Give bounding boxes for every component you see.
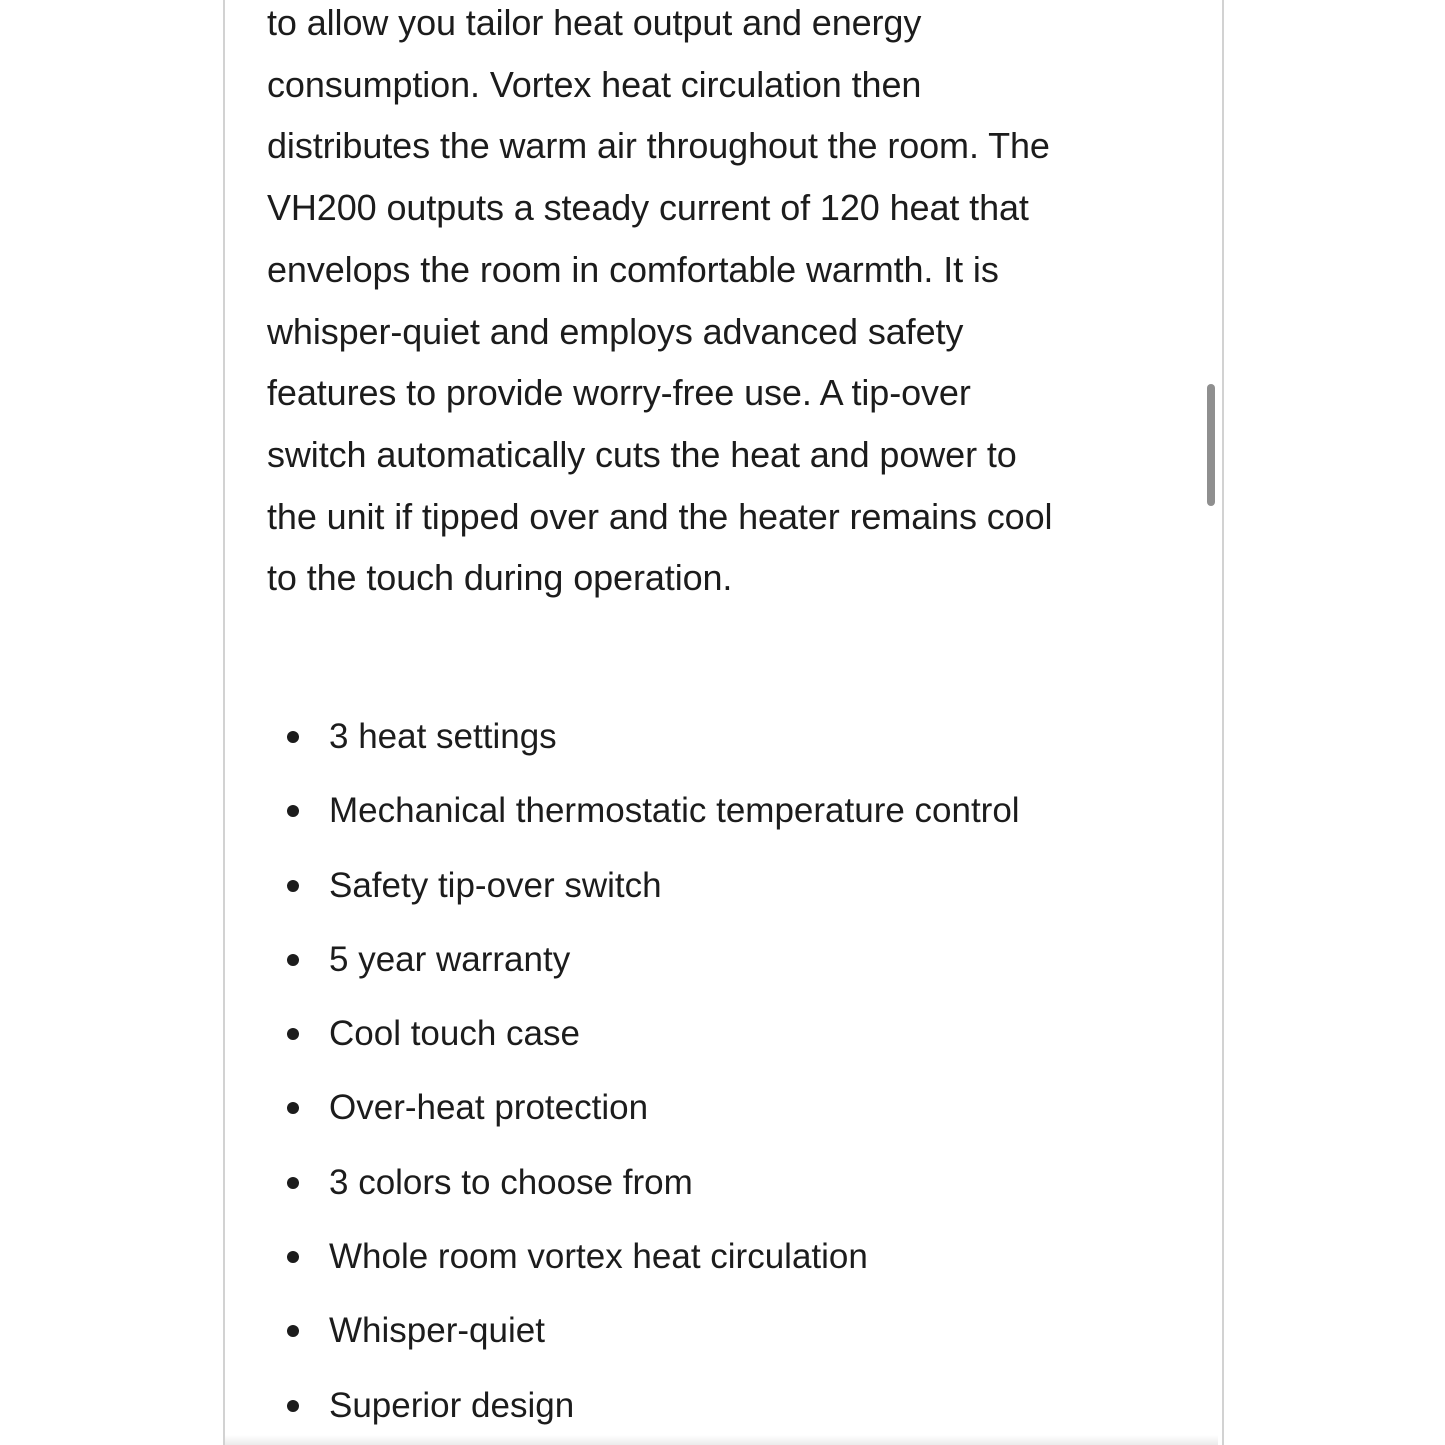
feature-list-item (267, 1369, 1020, 1443)
feature-label: Whisper-quiet (329, 1311, 545, 1351)
product-description-text: to allow you tailor heat output and energy consumption. Vortex heat circulation then distributes the warm air throughout the room. The VH200 outputs a steady current of 120 heat that envelops the room in comfortable warmth. It is whisper-quiet and employs advanced safety features to provide worry-free use. A tip-over switch automatically cuts the heat and power to the unit if tipped over and the heater remains cool to the touch during operation. (267, 2, 1053, 599)
feature-list-item (267, 997, 1020, 1071)
product-description-panel (223, 0, 1224, 1445)
scrollbar-thumb[interactable] (1207, 384, 1215, 506)
feature-list-item (267, 1071, 1020, 1145)
bullet-icon (287, 1400, 299, 1412)
feature-label: Over-heat protection (329, 1088, 649, 1128)
feature-list-item (267, 1146, 1020, 1220)
feature-list-item (267, 849, 1020, 923)
feature-label: Safety tip-over switch (329, 865, 662, 905)
bullet-icon (287, 880, 299, 892)
feature-label: Cool touch case (329, 1014, 580, 1054)
bottom-edge-shadow (225, 1435, 1218, 1445)
feature-list (267, 700, 1020, 1443)
bullet-icon (287, 1028, 299, 1040)
feature-list-item (267, 774, 1020, 848)
feature-list-item (267, 923, 1020, 997)
feature-list-item (267, 700, 1020, 774)
feature-label: 5 year warranty (329, 939, 571, 979)
feature-label: Whole room vortex heat circulation (329, 1237, 868, 1277)
bullet-icon (287, 731, 299, 743)
feature-label: 3 colors to choose from (329, 1162, 693, 1202)
bullet-icon (287, 1325, 299, 1337)
bullet-icon (287, 1177, 299, 1189)
feature-list-item (267, 1220, 1020, 1294)
bullet-icon (287, 954, 299, 966)
feature-label: Superior design (329, 1385, 575, 1425)
bullet-icon (287, 1251, 299, 1263)
bullet-icon (287, 805, 299, 817)
bullet-icon (287, 1102, 299, 1114)
feature-label: 3 heat settings (329, 717, 557, 756)
feature-label: Mechanical thermostatic temperature control (329, 791, 1020, 831)
feature-list-item (267, 1294, 1020, 1368)
